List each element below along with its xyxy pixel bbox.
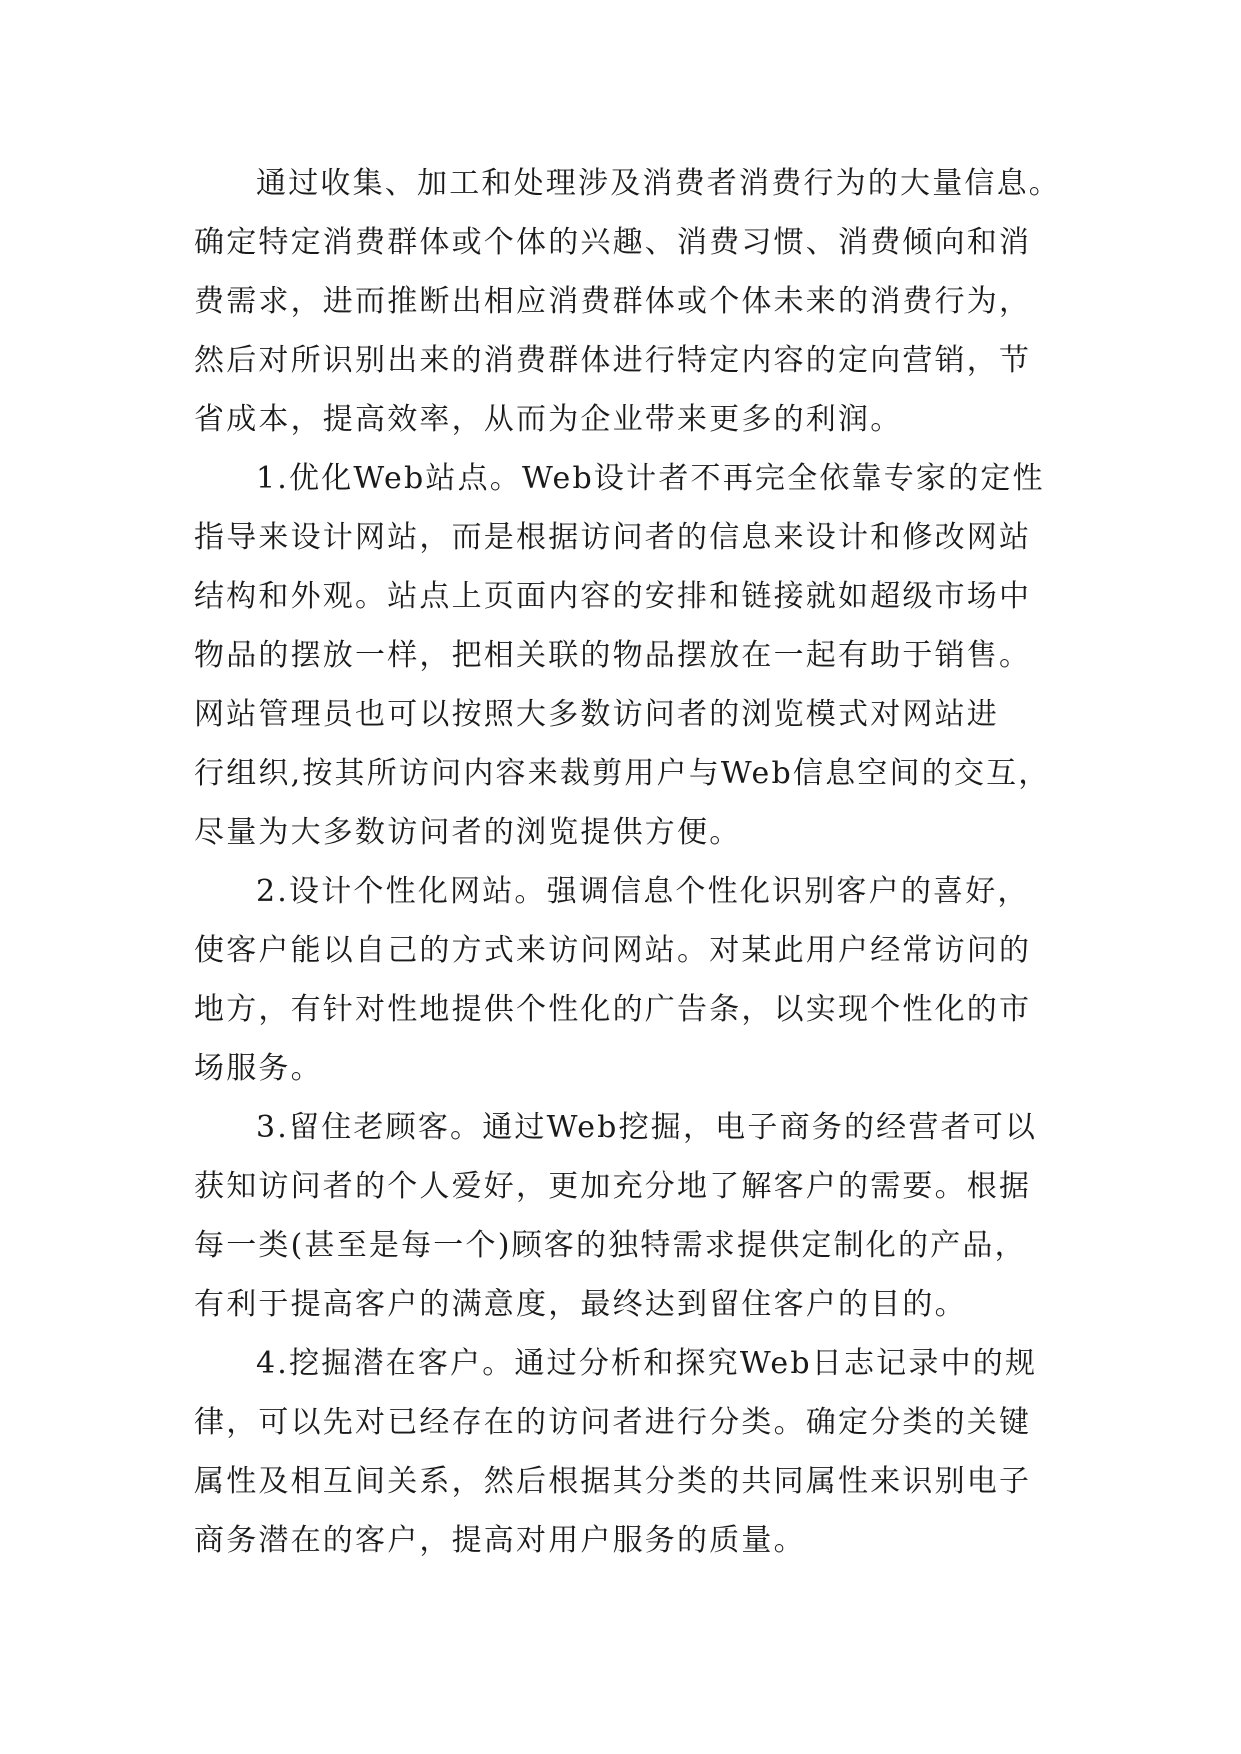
- paragraph-line: 律，可以先对已经存在的访问者进行分类。确定分类的关键: [194, 1405, 1032, 1440]
- paragraph-line: 获知访问者的个人爱好，更加充分地了解客户的需要。根据: [194, 1169, 1032, 1204]
- paragraph-line: 网站管理员也可以按照大多数访问者的浏览模式对网站进: [194, 697, 999, 732]
- paragraph-line: 1.优化Web站点。Web设计者不再完全依靠专家的定性: [256, 461, 1045, 496]
- paragraph-line: 2.设计个性化网站。强调信息个性化识别客户的喜好，: [256, 874, 1030, 909]
- paragraph-line: 地方，有针对性地提供个性化的广告条，以实现个性化的市: [194, 992, 1032, 1027]
- paragraph-line: 指导来设计网站，而是根据访问者的信息来设计和修改网站: [194, 520, 1032, 555]
- paragraph-line: 有利于提高客户的满意度，最终达到留住客户的目的。: [194, 1287, 967, 1322]
- paragraph-line: 然后对所识别出来的消费群体进行特定内容的定向营销，节: [194, 343, 1032, 378]
- paragraph-line: 商务潜在的客户，提高对用户服务的质量。: [194, 1523, 806, 1558]
- paragraph-line: 场服务。: [194, 1051, 323, 1086]
- paragraph-line: 使客户能以自己的方式来访问网站。对某此用户经常访问的: [194, 933, 1032, 968]
- paragraph-line: 通过收集、加工和处理涉及消费者消费行为的大量信息。: [256, 166, 1061, 201]
- paragraph-line: 结构和外观。站点上页面内容的安排和链接就如超级市场中: [194, 579, 1032, 614]
- paragraph-line: 3.留住老顾客。通过Web挖掘，电子商务的经营者可以: [256, 1110, 1038, 1145]
- paragraph-line: 属性及相互间关系，然后根据其分类的共同属性来识别电子: [194, 1464, 1032, 1499]
- paragraph-line: 每一类(甚至是每一个)顾客的独特需求提供定制化的产品，: [194, 1228, 1027, 1263]
- paragraph-line: 4.挖掘潜在客户。通过分析和探究Web日志记录中的规: [256, 1346, 1038, 1381]
- paragraph-line: 尽量为大多数访问者的浏览提供方便。: [194, 815, 742, 850]
- paragraph-line: 行组织,按其所访问内容来裁剪用户与Web信息空间的交互，: [194, 756, 1051, 791]
- paragraph-line: 确定特定消费群体或个体的兴趣、消费习惯、消费倾向和消: [194, 225, 1032, 260]
- paragraph-line: 费需求，进而推断出相应消费群体或个体未来的消费行为，: [194, 284, 1032, 319]
- paragraph-line: 物品的摆放一样，把相关联的物品摆放在一起有助于销售。: [194, 638, 1032, 673]
- paragraph-line: 省成本，提高效率，从而为企业带来更多的利润。: [194, 402, 903, 437]
